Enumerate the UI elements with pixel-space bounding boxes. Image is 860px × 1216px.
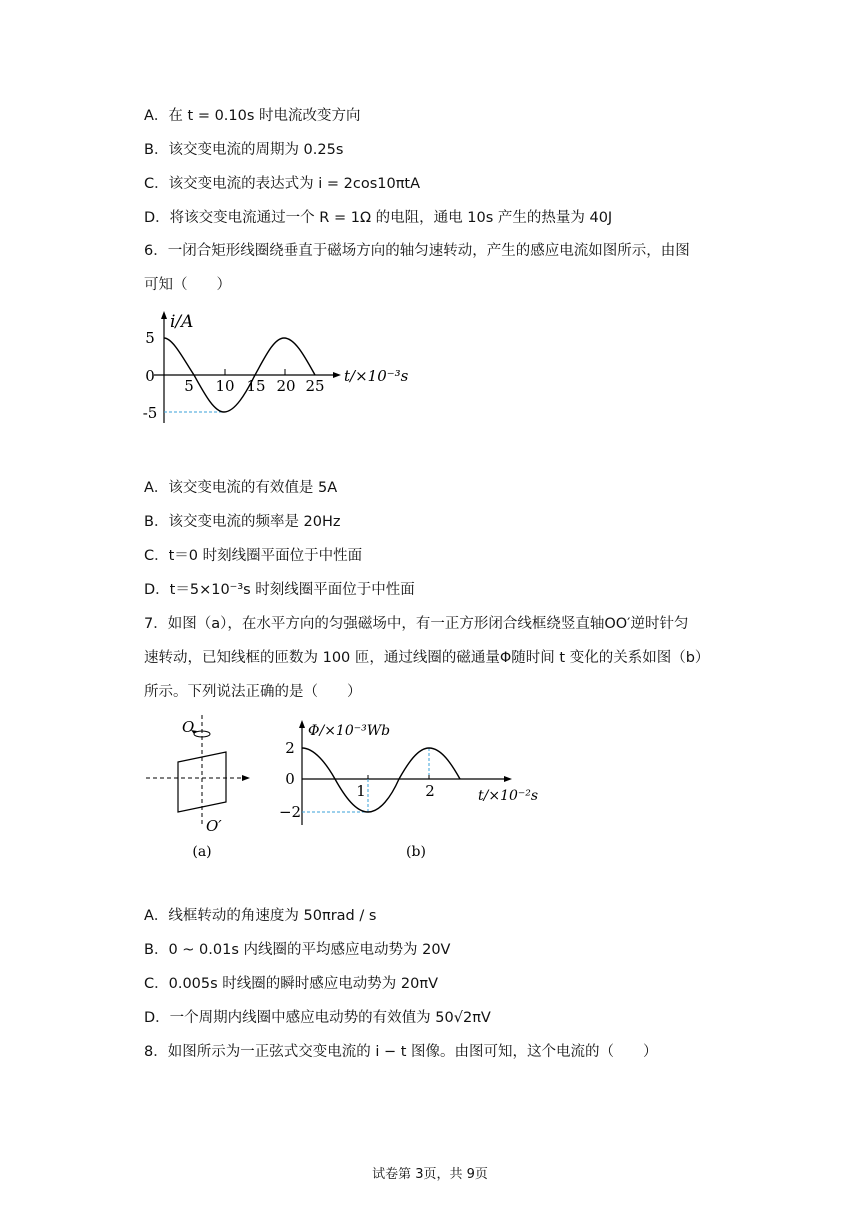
q6-stem-line2: 可知（ ）: [144, 277, 231, 293]
q6-xtick-20: 20: [276, 377, 296, 395]
q6-ytick-neg5: -5: [142, 404, 158, 422]
q7-xtick-2: 2: [425, 782, 435, 800]
q6-xtick-5: 5: [184, 377, 194, 395]
q6-xtick-15: 15: [246, 377, 266, 395]
q7-ytick-0: 0: [285, 770, 295, 788]
q7-figure-b: [278, 715, 543, 865]
q7-ylabel: Φ/×10⁻³Wb: [308, 723, 391, 739]
q7-stem-line2: 速转动，已知线框的匝数为 100 匝，通过线圈的磁通量Φ随时间 t 变化的关系如图（b）: [144, 650, 710, 666]
q6-ytick-5: 5: [145, 329, 155, 347]
q6-current-graph: [140, 305, 420, 435]
q7-ytick-2: 2: [285, 739, 295, 757]
q7-caption-a: (a): [192, 844, 212, 860]
q7-flux-curve: [302, 748, 460, 812]
q7-xlabel: t/×10⁻²s: [478, 788, 539, 804]
q6-option-a: A．该交变电流的有效值是 5A: [144, 480, 338, 496]
q6-stem-line1: 6．一闭合矩形线圈绕垂直于磁场方向的轴匀速转动，产生的感应电流如图所示，由图: [144, 243, 690, 259]
q8-stem-line1: 8．如图所示为一正弦式交变电流的 i − t 图像。由图可知，这个电流的（ ）: [144, 1044, 658, 1060]
q7-option-c: C．0.005s 时线圈的瞬时感应电动势为 20πV: [144, 976, 439, 992]
q6-xtick-10: 10: [215, 377, 235, 395]
q5-option-b: B．该交变电流的周期为 0.25s: [144, 142, 344, 158]
q7-xtick-1: 1: [356, 782, 366, 800]
q5-option-c: C．该交变电流的表达式为 i = 2cos10πtA: [144, 176, 421, 192]
q5-option-d: D．将该交变电流通过一个 R = 1Ω 的电阻，通电 10s 产生的热量为 40J: [144, 210, 613, 226]
q5-option-a: A．在 t = 0.10s 时电流改变方向: [144, 108, 361, 124]
q7-square-frame: [178, 752, 226, 812]
q7-axis-bottom-label: O′: [206, 817, 222, 835]
q6-ylabel: i/A: [170, 312, 194, 332]
q7-axis-top-label: O: [182, 718, 195, 736]
q6-option-d: D．t＝5×10⁻³s 时刻线圈平面位于中性面: [144, 582, 415, 598]
q7-option-a: A．线框转动的角速度为 50πrad / s: [144, 908, 377, 924]
q7-stem-line1: 7．如图（a），在水平方向的匀强磁场中，有一正方形闭合线框绕竖直轴OO′逆时针匀: [144, 616, 689, 632]
q7-option-b: B．0 ~ 0.01s 内线圈的平均感应电动势为 20V: [144, 942, 451, 958]
q7-caption-b: (b): [406, 844, 426, 860]
q7-stem-line3: 所示。下列说法正确的是（ ）: [144, 684, 362, 700]
q7-option-d: D．一个周期内线圈中感应电动势的有效值为 50√2πV: [144, 1010, 491, 1026]
q6-xtick-25: 25: [305, 377, 325, 395]
page-footer: 试卷第 3页，共 9页: [372, 1167, 488, 1182]
q6-xlabel: t/×10⁻³s: [344, 367, 409, 385]
q6-option-b: B．该交变电流的频率是 20Hz: [144, 514, 341, 530]
q6-ytick-0: 0: [145, 367, 155, 385]
q7-figure-a: [140, 710, 260, 865]
q7-ytick-neg2: −2: [278, 803, 302, 821]
q6-option-c: C．t＝0 时刻线圈平面位于中性面: [144, 548, 363, 564]
